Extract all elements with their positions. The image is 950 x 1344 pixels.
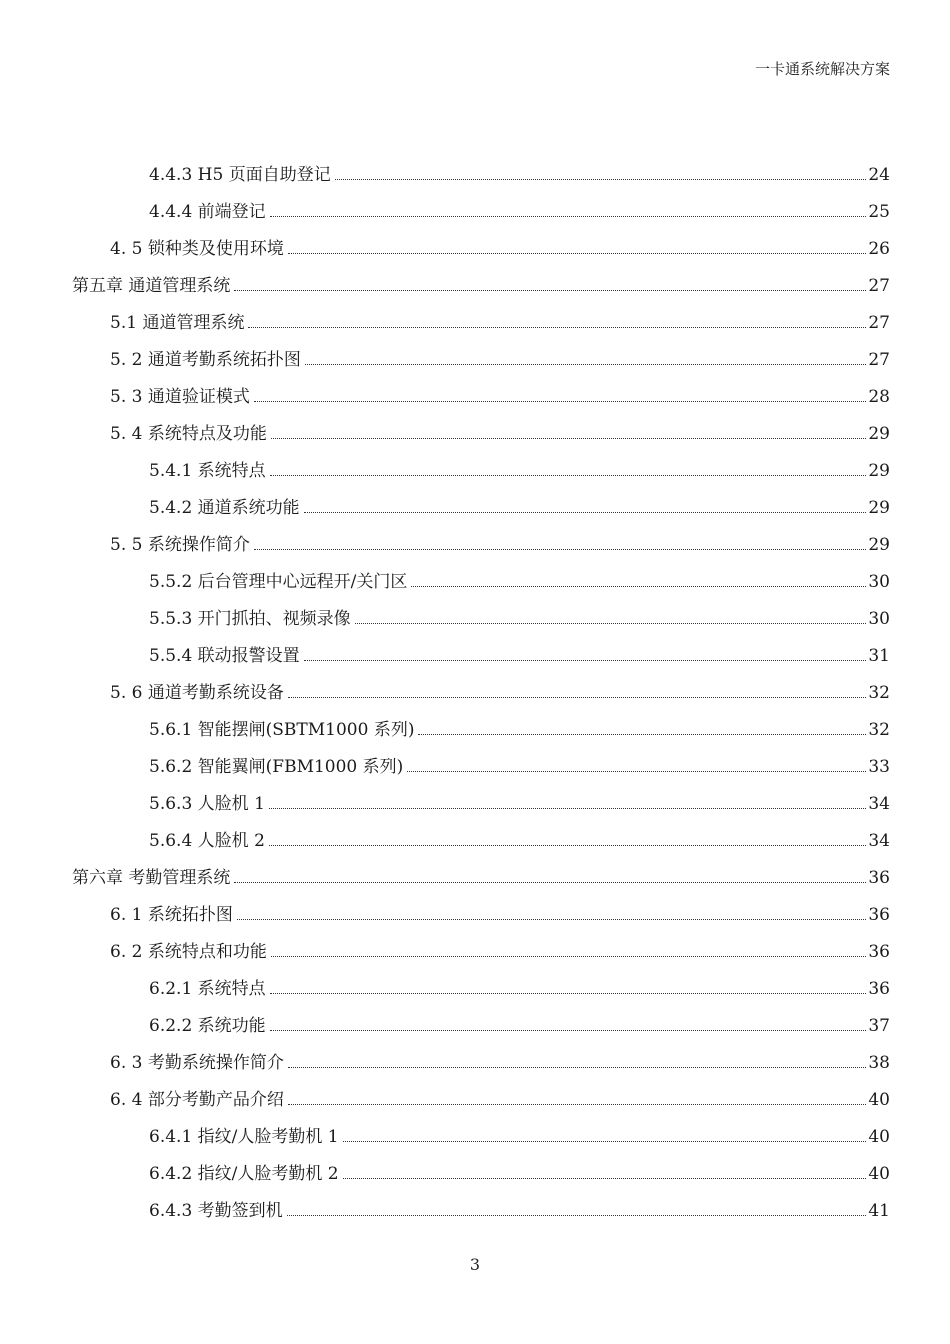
toc-entry-page: 36 xyxy=(868,942,890,962)
toc-entry[interactable] xyxy=(110,925,890,962)
toc-entry-page: 36 xyxy=(868,868,890,888)
toc-entry[interactable] xyxy=(72,851,890,888)
toc-entry-page: 25 xyxy=(868,202,890,222)
toc-entry-page: 24 xyxy=(868,165,890,185)
toc-entry-page: 27 xyxy=(868,276,890,296)
toc-entry[interactable] xyxy=(149,777,890,814)
toc-leader-dots xyxy=(288,1067,867,1068)
toc-entry-page: 40 xyxy=(868,1164,890,1184)
toc-entry[interactable] xyxy=(149,1110,890,1147)
toc-entry[interactable] xyxy=(149,481,890,518)
toc-leader-dots xyxy=(343,1141,867,1142)
toc-leader-dots xyxy=(254,549,867,550)
toc-leader-dots xyxy=(305,364,867,365)
toc-entry-page: 32 xyxy=(868,720,890,740)
toc-leader-dots xyxy=(304,512,867,513)
toc-entry[interactable] xyxy=(110,666,890,703)
toc-entry-title: 5. 5 系统操作简介 xyxy=(110,535,250,555)
toc-entry[interactable] xyxy=(149,185,890,222)
toc-entry[interactable] xyxy=(149,740,890,777)
toc-leader-dots xyxy=(270,216,867,217)
toc-entry-page: 32 xyxy=(868,683,890,703)
toc-leader-dots xyxy=(271,956,867,957)
toc-entry[interactable] xyxy=(149,1184,890,1221)
toc-entry-page: 29 xyxy=(868,498,890,518)
toc-leader-dots xyxy=(407,771,866,772)
page-header: 一卡通系统解决方案 xyxy=(754,60,890,78)
toc-entry-title: 5.4.1 系统特点 xyxy=(149,461,266,481)
toc-leader-dots xyxy=(270,1030,867,1031)
toc-entry-page: 29 xyxy=(868,461,890,481)
toc-leader-dots xyxy=(355,623,867,624)
toc-entry-title: 第六章 考勤管理系统 xyxy=(72,868,231,888)
toc-entry-page: 28 xyxy=(868,387,890,407)
toc-entry-page: 40 xyxy=(868,1090,890,1110)
toc-leader-dots xyxy=(248,327,866,328)
toc-entry-title: 6. 2 系统特点和功能 xyxy=(110,942,267,962)
toc-entry-title: 6.4.1 指纹/人脸考勤机 1 xyxy=(149,1127,339,1147)
toc-leader-dots xyxy=(269,845,866,846)
toc-entry-title: 5. 6 通道考勤系统设备 xyxy=(110,683,284,703)
toc-entry[interactable] xyxy=(110,296,890,333)
toc-entry[interactable] xyxy=(110,1073,890,1110)
toc-entry[interactable] xyxy=(110,333,890,370)
toc-entry-title: 5. 2 通道考勤系统拓扑图 xyxy=(110,350,301,370)
toc-leader-dots xyxy=(418,734,866,735)
toc-entry-title: 5.6.4 人脸机 2 xyxy=(149,831,265,851)
toc-entry-page: 29 xyxy=(868,424,890,444)
toc-entry-page: 36 xyxy=(868,979,890,999)
toc-entry-title: 5. 3 通道验证模式 xyxy=(110,387,250,407)
toc-entry-title: 5.6.3 人脸机 1 xyxy=(149,794,265,814)
toc-leader-dots xyxy=(234,290,866,291)
toc-entry-title: 5.1 通道管理系统 xyxy=(110,313,245,333)
toc-entry-title: 6.4.3 考勤签到机 xyxy=(149,1201,283,1221)
toc-leader-dots xyxy=(234,882,866,883)
toc-entry-title: 4. 5 锁种类及使用环境 xyxy=(110,239,284,259)
toc-entry[interactable] xyxy=(110,222,890,259)
toc-leader-dots xyxy=(254,401,867,402)
toc-leader-dots xyxy=(288,697,867,698)
toc-entry-title: 6. 1 系统拓扑图 xyxy=(110,905,233,925)
toc-entry-title: 第五章 通道管理系统 xyxy=(72,276,231,296)
toc-leader-dots xyxy=(269,808,866,809)
toc-entry-title: 4.4.4 前端登记 xyxy=(149,202,266,222)
toc-entry[interactable] xyxy=(149,1147,890,1184)
toc-entry-title: 5.5.2 后台管理中心远程开/关门区 xyxy=(149,572,408,592)
toc-entry-page: 33 xyxy=(868,757,890,777)
toc-entry-title: 6.2.1 系统特点 xyxy=(149,979,266,999)
toc-leader-dots xyxy=(287,1215,867,1216)
toc-leader-dots xyxy=(237,919,867,920)
toc-entry[interactable] xyxy=(149,703,890,740)
toc-entry[interactable] xyxy=(149,814,890,851)
toc-entry-title: 5.5.4 联动报警设置 xyxy=(149,646,300,666)
toc-entry[interactable] xyxy=(149,629,890,666)
toc-leader-dots xyxy=(288,1104,867,1105)
toc-entry-title: 6. 4 部分考勤产品介绍 xyxy=(110,1090,284,1110)
toc-entry-page: 27 xyxy=(868,313,890,333)
toc-entry-page: 40 xyxy=(868,1127,890,1147)
toc-entry-title: 4.4.3 H5 页面自助登记 xyxy=(149,165,331,185)
toc-entry-page: 26 xyxy=(868,239,890,259)
toc-entry-page: 27 xyxy=(868,350,890,370)
toc-entry-title: 6. 3 考勤系统操作简介 xyxy=(110,1053,284,1073)
toc-entry[interactable] xyxy=(149,999,890,1036)
toc-entry-page: 31 xyxy=(868,646,890,666)
toc-entry[interactable] xyxy=(110,407,890,444)
toc-entry-title: 5.4.2 通道系统功能 xyxy=(149,498,300,518)
toc-leader-dots xyxy=(343,1178,867,1179)
toc-entry[interactable] xyxy=(149,962,890,999)
toc-leader-dots xyxy=(288,253,867,254)
toc-entry-page: 30 xyxy=(868,572,890,592)
toc-entry[interactable] xyxy=(110,518,890,555)
toc-entry[interactable] xyxy=(149,555,890,592)
toc-leader-dots xyxy=(271,438,867,439)
toc-leader-dots xyxy=(335,179,867,180)
toc-leader-dots xyxy=(411,586,866,587)
toc-entry-title: 5.5.3 开门抓拍、视频录像 xyxy=(149,609,351,629)
toc-entry-page: 36 xyxy=(868,905,890,925)
toc-entry-page: 34 xyxy=(868,794,890,814)
toc-entry-title: 5.6.2 智能翼闸(FBM1000 系列) xyxy=(149,757,404,777)
toc-entry-page: 37 xyxy=(868,1016,890,1036)
toc-entry-page: 41 xyxy=(868,1201,890,1221)
toc-entry[interactable] xyxy=(110,1036,890,1073)
toc-entry[interactable] xyxy=(149,592,890,629)
toc-entry[interactable] xyxy=(72,259,890,296)
toc-entry[interactable] xyxy=(149,148,890,185)
toc-entry-title: 5. 4 系统特点及功能 xyxy=(110,424,267,444)
toc-entry-page: 38 xyxy=(868,1053,890,1073)
toc-entry-title: 6.4.2 指纹/人脸考勤机 2 xyxy=(149,1164,339,1184)
toc-leader-dots xyxy=(270,993,867,994)
toc-entry-page: 29 xyxy=(868,535,890,555)
toc-entry-title: 6.2.2 系统功能 xyxy=(149,1016,266,1036)
toc-entry-page: 34 xyxy=(868,831,890,851)
toc-entry[interactable] xyxy=(110,370,890,407)
toc-entry-page: 30 xyxy=(868,609,890,629)
toc-leader-dots xyxy=(270,475,867,476)
toc-entry-title: 5.6.1 智能摆闸(SBTM1000 系列) xyxy=(149,720,415,740)
toc-entry[interactable] xyxy=(149,444,890,481)
toc-leader-dots xyxy=(304,660,867,661)
page-number: 3 xyxy=(469,1255,481,1274)
toc-entry[interactable] xyxy=(110,888,890,925)
